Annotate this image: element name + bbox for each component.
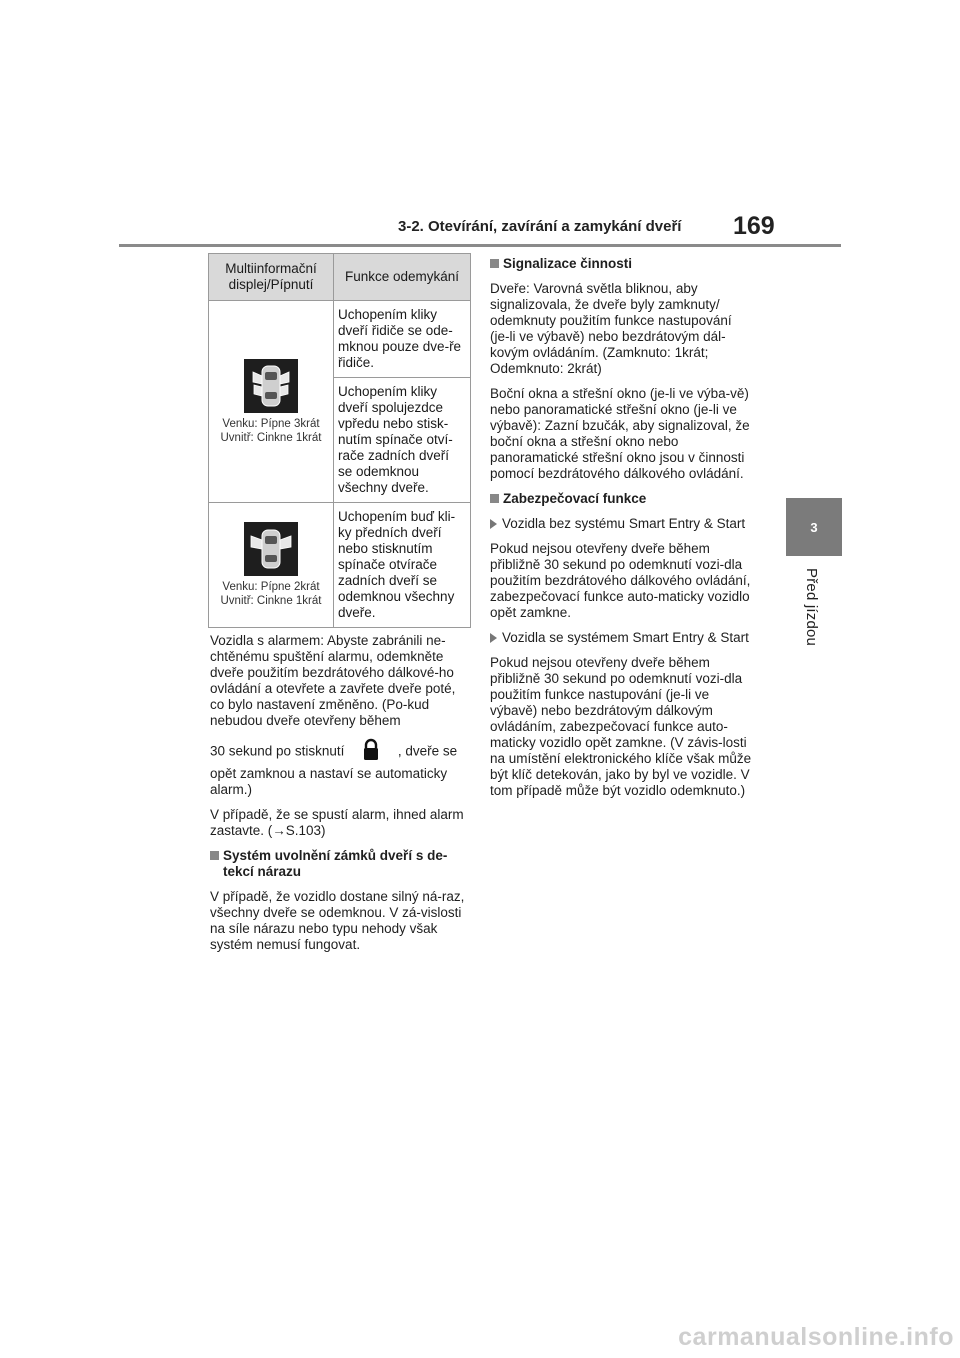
sound-outside: Venku: Pípne 2krát <box>222 581 320 593</box>
table-header-function: Funkce odemykání <box>334 254 471 301</box>
section-title: 3-2. Otevírání, zavírání a zamykání dveří <box>398 218 682 235</box>
signal-paragraph: Dveře: Varovná světla bliknou, aby signalizovala, že dveře byly zamknuty/ odemknuty použitím funkce nastupování (je-li ve výbavě) nebo bezdrátovým dál-kovým ovládáním. (Zamknuto: 1krát; Odemknuto: 2krát) <box>490 281 732 376</box>
unlock-function-table <box>208 253 471 628</box>
table-row <box>209 301 471 378</box>
triangle-bullet-icon <box>490 519 497 529</box>
square-bullet-icon <box>210 851 219 860</box>
impact-heading: Systém uvolnění zámků dveří s de-tekcí nárazu <box>210 848 466 880</box>
alarm-paragraph-stop: V případě, že se spustí alarm, ihned alarm zastavte. (→S.103) <box>210 807 464 838</box>
left-column <box>210 633 466 962</box>
function-cell: Uchopením kliky dveří spolujezdce vpředu nebo stisk-nutím spínače otví-rače zadních dveří se odemknou všechny dveře. <box>334 378 471 503</box>
security-heading: Zabezpečovací funkce <box>490 491 752 507</box>
function-cell: Uchopením kliky dveří řidiče se ode-mknou pouze dve-ře řidiče. <box>334 301 471 378</box>
security-paragraph: Pokud nejsou otevřeny dveře během přibližně 30 sekund po odemknutí vozi-dla použitím bezdrátového dálkového ovládání, zabezpečovací funkce auto-maticky vozidlo opět zamkne. <box>490 541 751 620</box>
chapter-number: 3 <box>810 519 818 535</box>
table-row <box>209 503 471 628</box>
signal-heading: Signalizace činnosti <box>490 256 752 272</box>
triangle-bullet-icon <box>490 633 497 643</box>
lock-button-icon <box>348 738 394 766</box>
right-column <box>490 256 752 808</box>
display-cell <box>209 301 334 503</box>
car-doors-open-icon <box>244 359 298 413</box>
sound-inside: Uvnitř: Cinkne 1krát <box>220 595 322 607</box>
alarm-paragraph-lock: 30 sekund po stisknutí , dveře se opět zamknou a nastaví se automaticky alarm.) <box>210 738 466 798</box>
security-paragraph: Pokud nejsou otevřeny dveře během přibližně 30 sekund po odemknutí vozi-dla použitím funkce nastupování (je-li ve výbavě) nebo bezdrátovým dálkovým ovládáním, zabezpečovací funkce auto-maticky vozidlo opět zamkne. (V závis-losti na umístění elektronického klíče však může být klíč detekován, jako by byl ve vozidle. V tom případě může být vozidlo odemknuto.) <box>490 655 752 798</box>
display-cell <box>209 503 334 628</box>
function-cell: Uchopením buď kli-ky předních dveří nebo stisknutím spínače otvírače zadních dveří se odemknou všechny dveře. <box>334 503 471 628</box>
square-bullet-icon <box>490 494 499 503</box>
table-header-row <box>209 254 471 301</box>
sub-item-smart-entry: Vozidla se systémem Smart Entry & Start <box>490 630 752 646</box>
square-bullet-icon <box>490 259 499 268</box>
sub-item-no-smart-entry: Vozidla bez systému Smart Entry & Start <box>490 516 752 532</box>
car-front-doors-open-icon <box>244 522 298 576</box>
header-divider <box>119 244 841 247</box>
sound-inside: Uvnitř: Cinkne 1krát <box>220 431 322 444</box>
watermark: carmanualsonline.info <box>678 1323 954 1351</box>
impact-paragraph: V případě, že vozidlo dostane silný ná-raz, všechny dveře se odemknou. V zá-vislosti na síle nárazu nebo typu nehody však systém nemusí fungovat. <box>210 889 465 952</box>
alarm-paragraph: Vozidla s alarmem: Abyste zabránili ne-chtěnému spuštění alarmu, odemkněte dveře použitím bezdrátového dálkové-ho ovládání a otevřete a zavřete dveře poté, co bylo nastavení změněno. (Po-kud nebudou dveře otevřeny během <box>210 633 456 728</box>
chapter-label: Před jízdou <box>803 568 820 647</box>
signal-paragraph: Boční okna a střešní okno (je-li ve výba-vě) nebo panoramatické střešní okno (je-li ve výbavě): Zazní bzučák, aby signalizoval, že boční okna a střešní okno nebo panoramatické střešní okno jsou v činnosti pomocí bezdrátového dálkového ovládání. <box>490 386 750 481</box>
sound-outside: Venku: Pípne 3krát <box>222 417 320 430</box>
table-header-display: Multiinformační displej/Pípnutí <box>209 254 334 301</box>
chapter-tab[interactable] <box>786 498 842 556</box>
page-number: 169 <box>733 212 775 240</box>
